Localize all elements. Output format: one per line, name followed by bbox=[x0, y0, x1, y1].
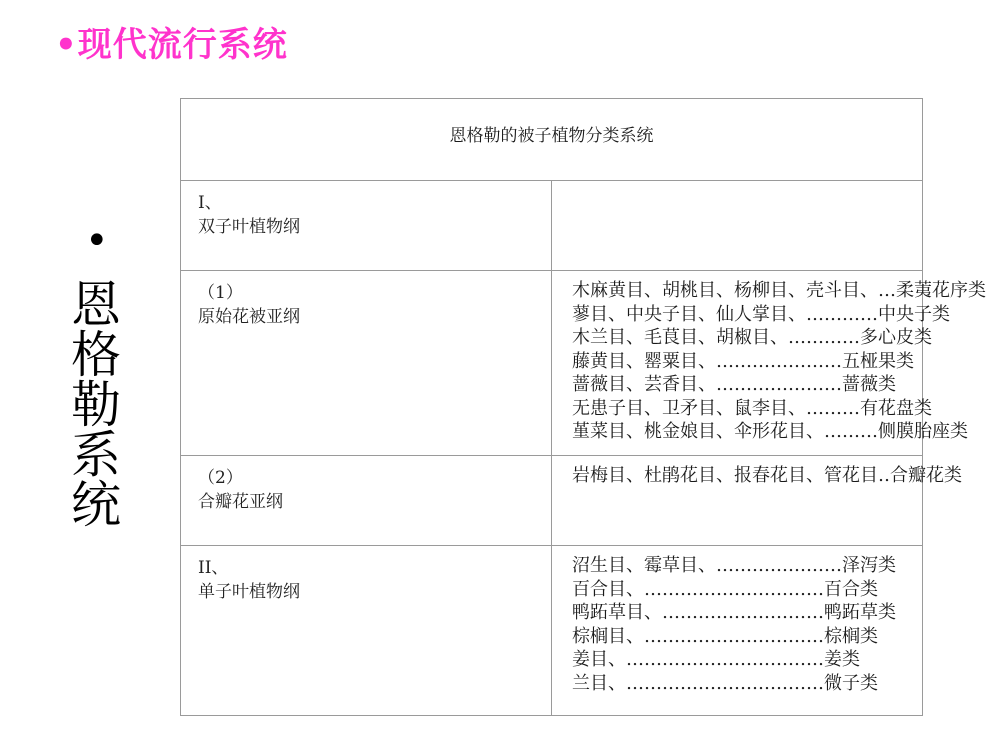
category-number: （2） bbox=[198, 468, 243, 488]
table-header: 恩格勒的被子植物分类系统 bbox=[181, 99, 923, 181]
table-row bbox=[181, 546, 923, 716]
category-name: 双子叶植物纲 bbox=[198, 217, 300, 237]
category-name: 合瓣花亚纲 bbox=[198, 492, 283, 512]
row-category bbox=[181, 181, 552, 271]
order-line: 岩梅目、杜鹃花目、报春花目、管花目‥合瓣花类 bbox=[572, 465, 963, 486]
order-line: 姜目、……………………………姜类 bbox=[572, 649, 860, 670]
order-line: 藤黄目、罂粟目、…………………五桠果类 bbox=[572, 350, 914, 372]
page-title: •现代流行系统 bbox=[55, 25, 288, 65]
category-name: 原始花被亚纲 bbox=[198, 307, 300, 327]
order-line: 堇菜目、桃金娘目、伞形花目、………侧膜胎座类 bbox=[572, 421, 968, 442]
order-line: 鸭跖草目、………………………鸭跖草类 bbox=[572, 602, 896, 623]
category-number: II、 bbox=[198, 558, 229, 578]
row-category bbox=[181, 546, 552, 716]
table-row bbox=[181, 271, 923, 456]
row-orders bbox=[552, 456, 963, 546]
side-label: 恩格勒系统 bbox=[63, 278, 121, 528]
order-line: 百合目、…………………………百合类 bbox=[572, 578, 878, 600]
order-line: 兰目、……………………………微子类 bbox=[572, 672, 878, 694]
classification-table bbox=[180, 98, 986, 716]
order-line: 蔷薇目、芸香目、…………………蔷薇类 bbox=[572, 374, 896, 395]
category-number: I、 bbox=[198, 193, 222, 213]
row-orders bbox=[552, 546, 923, 716]
order-line: 无患子目、卫矛目、鼠李目、………有花盘类 bbox=[572, 397, 932, 419]
category-name: 单子叶植物纲 bbox=[198, 582, 300, 602]
category-number: （1） bbox=[198, 283, 243, 303]
row-orders bbox=[552, 271, 986, 456]
table-row bbox=[181, 456, 923, 546]
order-line: 木兰目、毛茛目、胡椒目、…………多心皮类 bbox=[572, 327, 932, 348]
table-row bbox=[181, 181, 923, 271]
order-line: 蓼目、中央子目、仙人掌目、…………中央子类 bbox=[572, 303, 950, 325]
table-header-row bbox=[181, 99, 923, 181]
order-line: 木麻黄目、胡桃目、杨柳目、壳斗目、…柔荑花序类 bbox=[572, 280, 986, 301]
row-orders bbox=[552, 181, 923, 271]
order-line: 棕榈目、…………………………棕榈类 bbox=[572, 625, 878, 647]
row-category bbox=[181, 271, 552, 456]
row-category bbox=[181, 456, 552, 546]
order-line: 沼生目、霉草目、…………………泽泻类 bbox=[572, 555, 896, 576]
side-bullet: • bbox=[85, 218, 109, 264]
